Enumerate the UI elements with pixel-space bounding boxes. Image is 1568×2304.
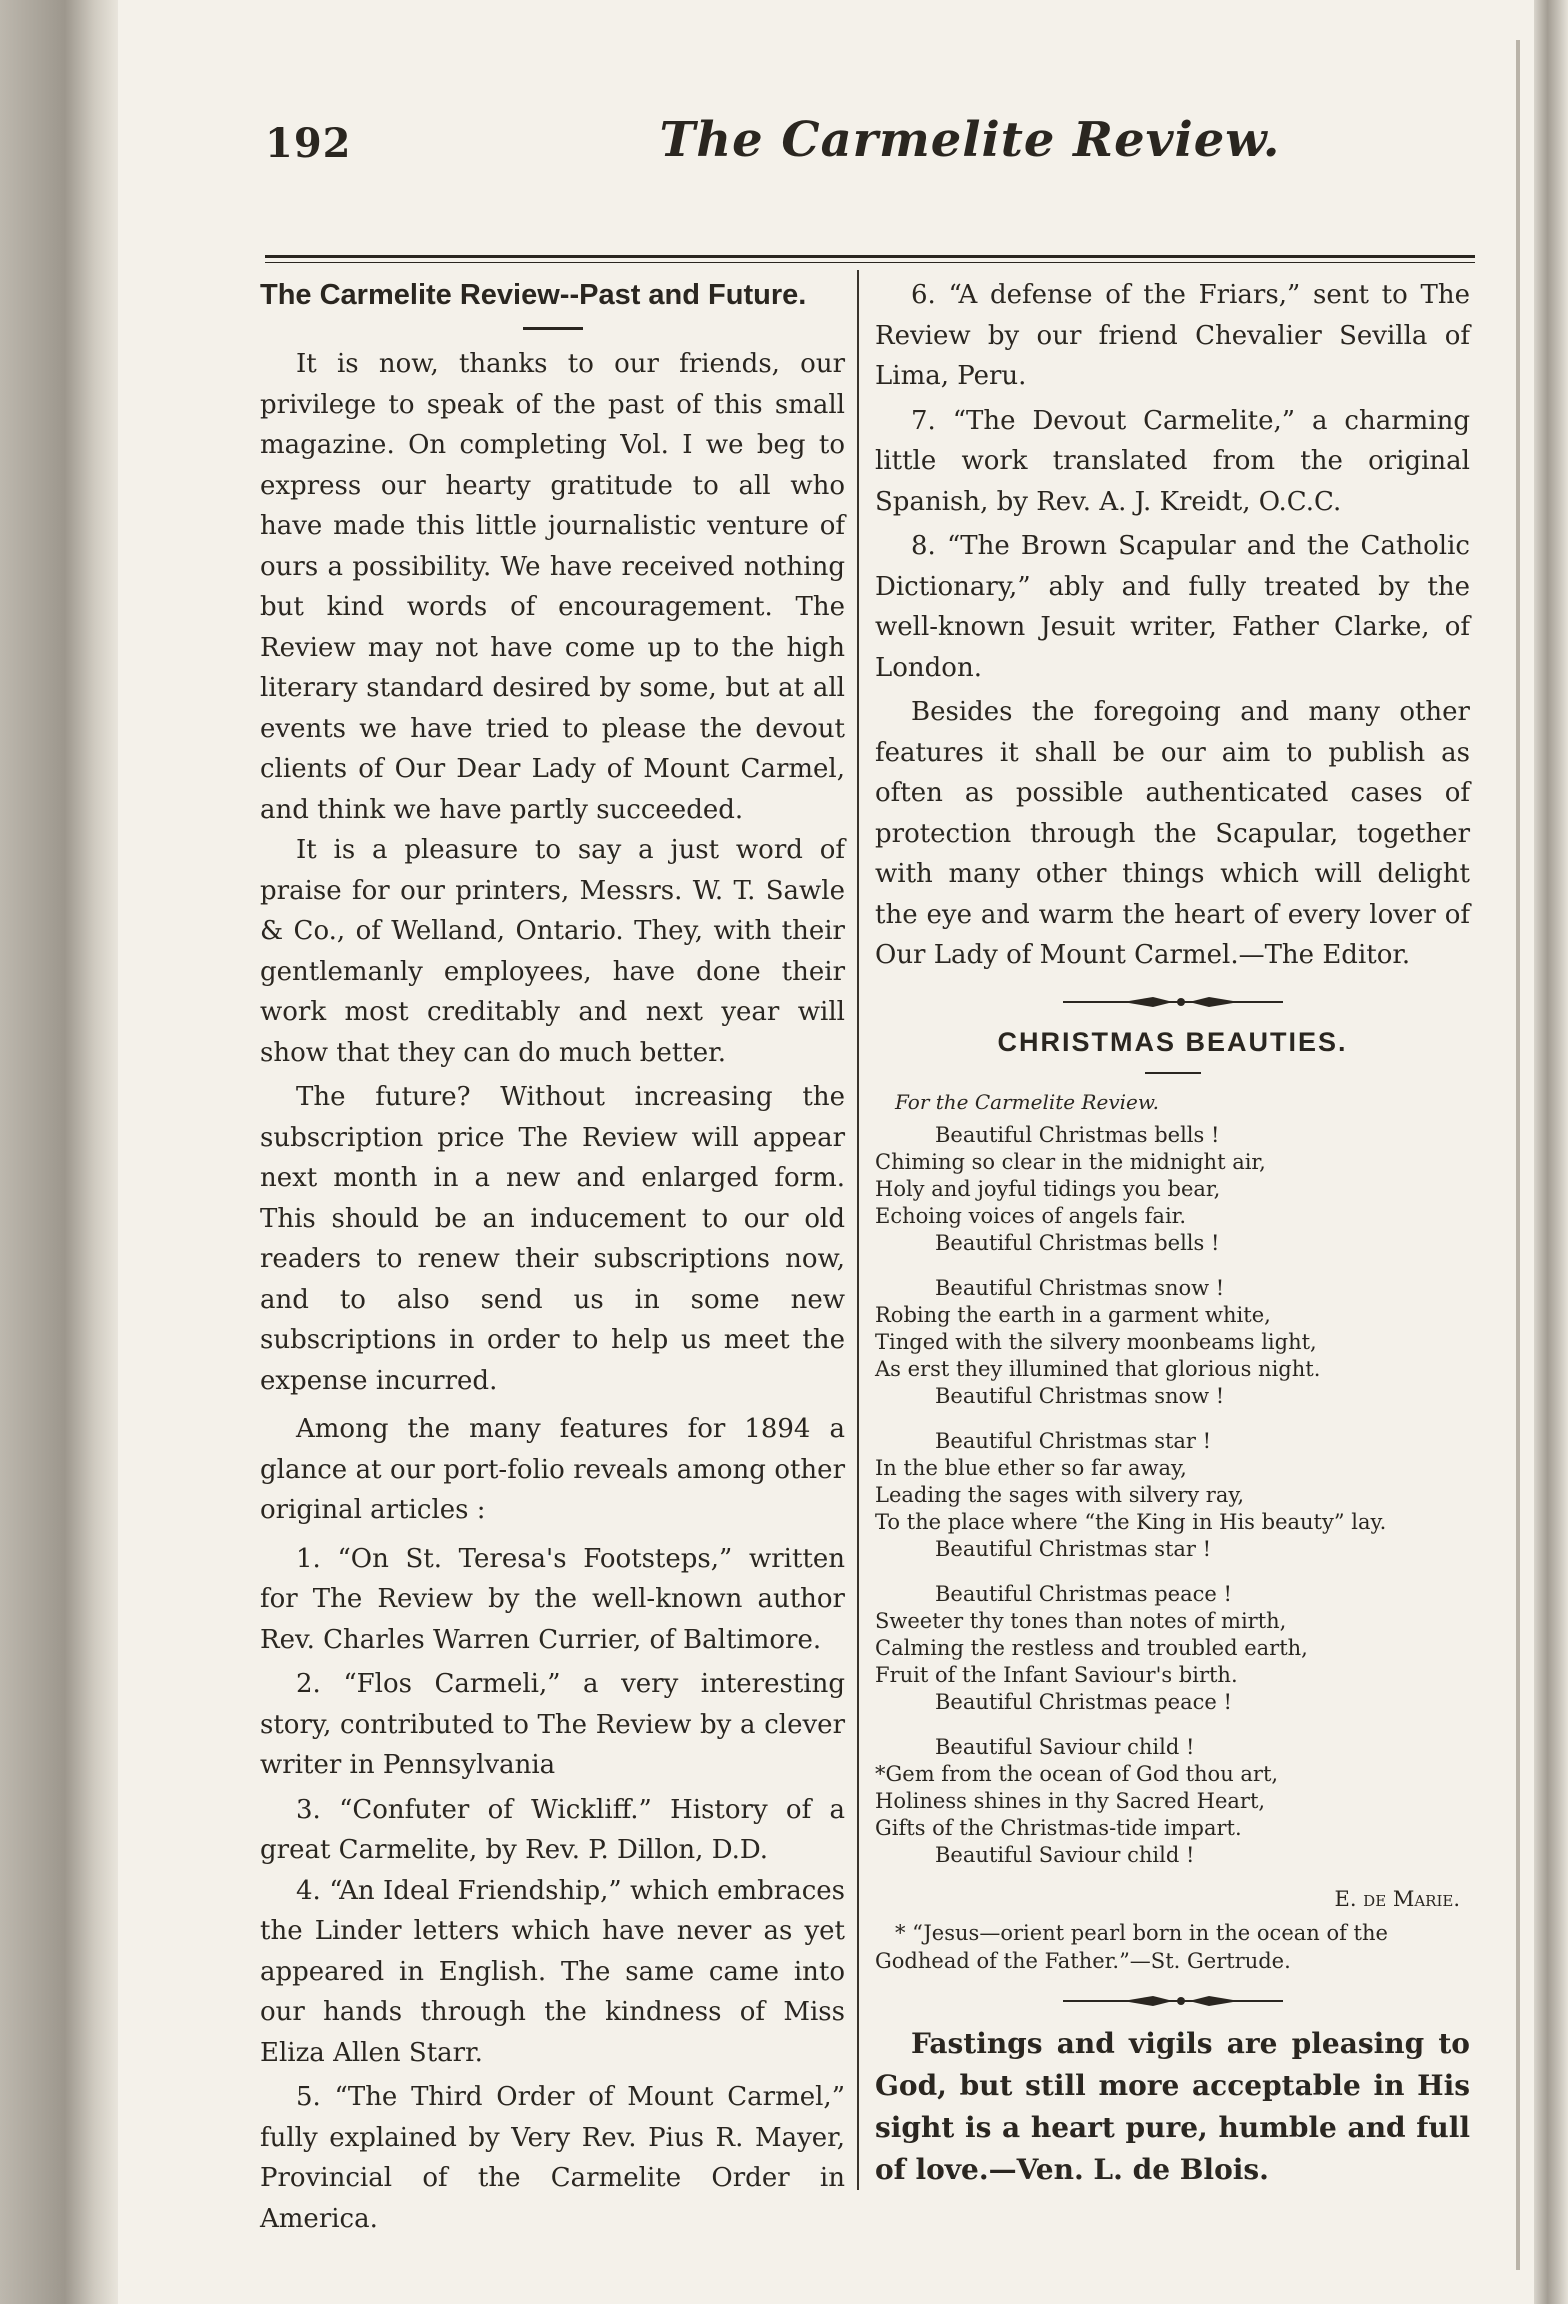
feature-item: 6. “A defense of the Friars,” sent to The Review by our friend Chevalier Sevilla of Lima, Peru. xyxy=(875,280,1470,391)
feature-item: 8. “The Brown Scapular and the Catholic Dictionary,” ably and fully treated by the well-known Jesuit writer, Father Clarke, of London. xyxy=(875,531,1470,683)
feature-item: 1. “On St. Teresa's Footsteps,” written for The Review by the well-known author Rev. Charles Warren Currier, of Baltimore. xyxy=(260,1543,845,1655)
header-rule-thin xyxy=(265,262,1475,263)
article-paragraph: It is now, thanks to our friends, our privilege to speak of the past of this small magazine. On completing Vol. I we beg to express our hearty gratitude to all who have made this little journalistic venture of ours a possibility. We have received nothing but kind words of encouragement. The Review may not have come up to the high literary standard desired by some, but at all events we have tried to please the devout clients of Our Dear Lady of Mount Carmel, and think we have partly succeeded. xyxy=(260,349,845,825)
poem-title-rule xyxy=(1145,1072,1201,1074)
feature-item: 3. “Confuter of Wickliff.” History of a great Carmelite, by Rev. P. Dillon, D.D. xyxy=(260,1794,845,1865)
feature-item: 2. “Flos Carmeli,” a very interesting story, contributed to The Review by a clever writer in Pennsylvania xyxy=(260,1669,845,1780)
poem-line: Beautiful Christmas star ! xyxy=(935,1428,1212,1453)
poem-line: Chiming so clear in the midnight air, xyxy=(875,1149,1266,1174)
poem-line: Beautiful Saviour child ! xyxy=(935,1842,1195,1867)
title-rule xyxy=(523,327,583,330)
poem-line: In the blue ether so far away, xyxy=(875,1455,1187,1480)
poem-line: As erst they illumined that glorious night. xyxy=(875,1356,1321,1381)
poem-line: Sweeter thy tones than notes of mirth, xyxy=(875,1608,1287,1633)
feature-item: 7. “The Devout Carmelite,” a charming little work translated from the original Spanish, by Rev. A. J. Kreidt, O.C.C. xyxy=(875,405,1470,517)
page xyxy=(245,80,1475,2260)
poem-line: Holy and joyful tidings you bear, xyxy=(875,1176,1221,1201)
poem-footnote: * “Jesus—orient pearl born in the ocean of the Godhead of the Father.”—St. Gertrude. xyxy=(875,1920,1388,1973)
feature-item: 4. “An Ideal Friendship,” which embraces the Linder letters which have never as yet appeared in English. The same came into our hands through the kindness of Miss Eliza Allen Starr. xyxy=(260,1875,845,2068)
poem-stanza xyxy=(875,1275,1470,1410)
poem-stanza xyxy=(875,1734,1470,1869)
ornament-divider xyxy=(1063,994,1283,1010)
poem-line: Beautiful Christmas star ! xyxy=(935,1536,1212,1561)
article-paragraph: The future? Without increasing the subscription price The Review will appear next month in a new and enlarged form. This should be an inducement to our old readers to renew their subscriptions now, and to also send us in some new subscriptions in order to help us meet the expense incurred. xyxy=(260,1082,845,1396)
running-title: The Carmelite Review. xyxy=(659,112,1281,168)
poem-credit: For the Carmelite Review. xyxy=(895,1089,1159,1114)
poem-line: Holiness shines in thy Sacred Heart, xyxy=(875,1788,1266,1813)
poem-line: Echoing voices of angels fair. xyxy=(875,1203,1187,1228)
poem-line: Beautiful Christmas bells ! xyxy=(935,1230,1220,1255)
poem-line: To the place where “the King in His beauty” lay. xyxy=(875,1509,1387,1534)
poem-line: *Gem from the ocean of God thou art, xyxy=(875,1761,1279,1786)
article-paragraph: It is a pleasure to say a just word of praise for our printers, Messrs. W. T. Sawle & Co., of Welland, Ontario. They, with their gentlemanly employees, have done their work most creditably and next year will show that they can do much better. xyxy=(260,835,845,1068)
poem-title: CHRISTMAS BEAUTIES. xyxy=(997,1026,1348,1057)
poem-line: Beautiful Saviour child ! xyxy=(935,1734,1195,1759)
article-paragraph: Besides the foregoing and many other features it shall be our aim to publish as often as possible authenticated cases of protection through the Scapular, together with many other things which will delight the eye and warm the heart of every lover of Our Lady of Mount Carmel.—The Editor. xyxy=(875,697,1470,970)
article-paragraph: Among the many features for 1894 a glance at our port-folio reveals among other original articles : xyxy=(260,1414,845,1525)
running-header xyxy=(245,110,1475,220)
poem-stanza xyxy=(875,1122,1470,1257)
poem-line: Fruit of the Infant Saviour's birth. xyxy=(875,1662,1238,1687)
closing-quote xyxy=(875,2023,1470,2191)
poem-stanza xyxy=(875,1581,1470,1716)
feature-item: 5. “The Third Order of Mount Carmel,” fully explained by Very Rev. Pius R. Mayer, Provincial of the Carmelite Order in America. xyxy=(260,2082,845,2234)
poem-line: Beautiful Christmas snow ! xyxy=(935,1275,1225,1300)
column-divider xyxy=(857,270,859,2190)
page-edge-line xyxy=(1516,40,1520,2270)
page-number: 192 xyxy=(265,120,352,167)
poem-line: Leading the sages with silvery ray, xyxy=(875,1482,1245,1507)
poem-line: Robing the earth in a garment white, xyxy=(875,1302,1271,1327)
poem-line: Beautiful Christmas peace ! xyxy=(935,1581,1232,1606)
header-rule-thick xyxy=(265,255,1475,258)
poem-line: Beautiful Christmas bells ! xyxy=(935,1122,1220,1147)
page-binding-shadow xyxy=(0,0,118,2304)
poem-line: Beautiful Christmas snow ! xyxy=(935,1383,1225,1408)
poem-line: Gifts of the Christmas-tide impart. xyxy=(875,1815,1242,1840)
left-column xyxy=(260,275,845,2239)
article-title: The Carmelite Review--Past and Future. xyxy=(260,279,807,311)
poem-line: Calming the restless and troubled earth, xyxy=(875,1635,1308,1660)
poem-author: E. de Marie. xyxy=(1334,1886,1460,1911)
poem-line: Beautiful Christmas peace ! xyxy=(935,1689,1232,1714)
page-edge-right xyxy=(1534,0,1568,2304)
poem-stanza xyxy=(875,1428,1470,1563)
poem-line: Tinged with the silvery moonbeams light, xyxy=(875,1329,1317,1354)
ornament-divider xyxy=(1063,1993,1283,2009)
right-column xyxy=(875,275,1470,2191)
quote-text: Fastings and vigils are pleasing to God, but still more acceptable in His sight is a heart pure, humble and full of love.—Ven. L. de Blois. xyxy=(875,2026,1470,2186)
